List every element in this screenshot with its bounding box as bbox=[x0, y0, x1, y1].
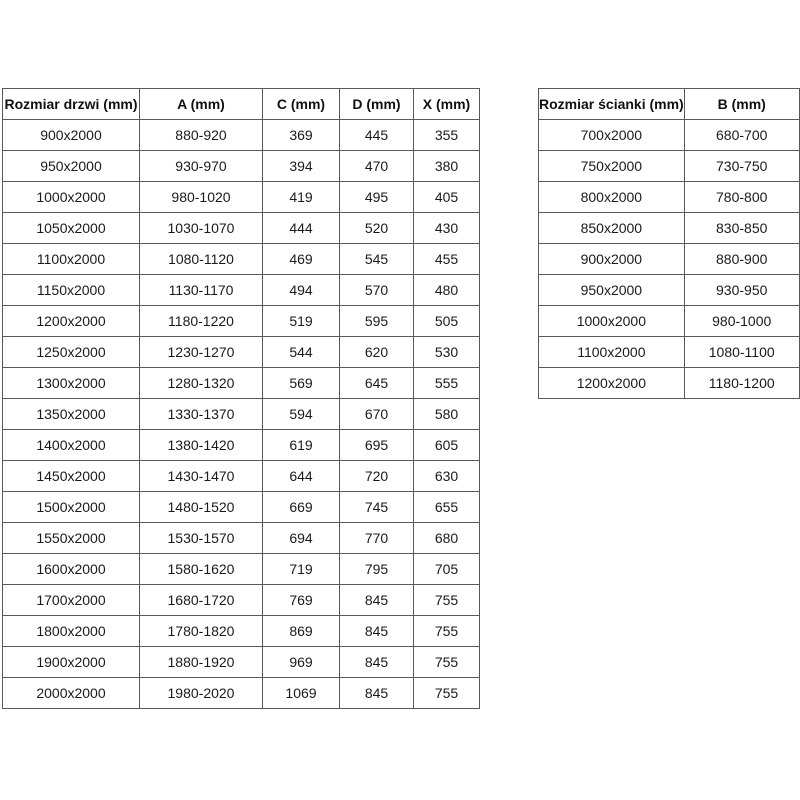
table-cell: 845 bbox=[340, 585, 414, 616]
table-row bbox=[539, 337, 800, 368]
table-cell: 1100x2000 bbox=[539, 337, 685, 368]
table-row bbox=[3, 213, 480, 244]
table-row bbox=[3, 182, 480, 213]
table-row bbox=[3, 430, 480, 461]
column-header-a: A (mm) bbox=[140, 89, 263, 120]
table-cell: 1350x2000 bbox=[3, 399, 140, 430]
table-row bbox=[539, 244, 800, 275]
table-cell: 745 bbox=[340, 492, 414, 523]
table-cell: 1980-2020 bbox=[140, 678, 263, 709]
table-cell: 480 bbox=[414, 275, 480, 306]
table-cell: 470 bbox=[340, 151, 414, 182]
table-cell: 1080-1100 bbox=[684, 337, 799, 368]
table-cell: 1380-1420 bbox=[140, 430, 263, 461]
table-cell: 544 bbox=[263, 337, 340, 368]
table-cell: 1180-1220 bbox=[140, 306, 263, 337]
table-cell: 619 bbox=[263, 430, 340, 461]
table-row bbox=[3, 399, 480, 430]
table-cell: 1180-1200 bbox=[684, 368, 799, 399]
table-cell: 869 bbox=[263, 616, 340, 647]
table-cell: 1200x2000 bbox=[539, 368, 685, 399]
table-row bbox=[3, 151, 480, 182]
table-cell: 1000x2000 bbox=[539, 306, 685, 337]
table-cell: 755 bbox=[414, 616, 480, 647]
table-row bbox=[3, 244, 480, 275]
table-cell: 770 bbox=[340, 523, 414, 554]
table-row bbox=[3, 616, 480, 647]
table-cell: 950x2000 bbox=[3, 151, 140, 182]
table-cell: 930-970 bbox=[140, 151, 263, 182]
table-cell: 1680-1720 bbox=[140, 585, 263, 616]
table-cell: 545 bbox=[340, 244, 414, 275]
table-cell: 705 bbox=[414, 554, 480, 585]
table-cell: 755 bbox=[414, 647, 480, 678]
table-cell: 695 bbox=[340, 430, 414, 461]
table-cell: 505 bbox=[414, 306, 480, 337]
column-header-d: D (mm) bbox=[340, 89, 414, 120]
table-cell: 1400x2000 bbox=[3, 430, 140, 461]
table-cell: 594 bbox=[263, 399, 340, 430]
table-row bbox=[539, 275, 800, 306]
table-cell: 1600x2000 bbox=[3, 554, 140, 585]
table-cell: 1530-1570 bbox=[140, 523, 263, 554]
table-cell: 1780-1820 bbox=[140, 616, 263, 647]
table-row bbox=[3, 337, 480, 368]
table-cell: 1280-1320 bbox=[140, 368, 263, 399]
table-cell: 1300x2000 bbox=[3, 368, 140, 399]
table-cell: 900x2000 bbox=[3, 120, 140, 151]
table-row bbox=[539, 306, 800, 337]
table-cell: 605 bbox=[414, 430, 480, 461]
table-cell: 969 bbox=[263, 647, 340, 678]
table-cell: 680-700 bbox=[684, 120, 799, 151]
table-cell: 1250x2000 bbox=[3, 337, 140, 368]
table-cell: 595 bbox=[340, 306, 414, 337]
table-row bbox=[3, 306, 480, 337]
table-cell: 405 bbox=[414, 182, 480, 213]
table-row bbox=[3, 120, 480, 151]
table-row bbox=[3, 678, 480, 709]
table-cell: 1500x2000 bbox=[3, 492, 140, 523]
table-cell: 980-1000 bbox=[684, 306, 799, 337]
table-cell: 1030-1070 bbox=[140, 213, 263, 244]
table-cell: 769 bbox=[263, 585, 340, 616]
table-row bbox=[539, 213, 800, 244]
table-cell: 1050x2000 bbox=[3, 213, 140, 244]
table-cell: 519 bbox=[263, 306, 340, 337]
table-row bbox=[3, 461, 480, 492]
table-cell: 419 bbox=[263, 182, 340, 213]
table-cell: 445 bbox=[340, 120, 414, 151]
table-cell: 644 bbox=[263, 461, 340, 492]
table-cell: 1069 bbox=[263, 678, 340, 709]
table-cell: 1550x2000 bbox=[3, 523, 140, 554]
door-size-table bbox=[2, 88, 480, 709]
table-cell: 795 bbox=[340, 554, 414, 585]
table-cell: 380 bbox=[414, 151, 480, 182]
table-row bbox=[3, 368, 480, 399]
table-cell: 1480-1520 bbox=[140, 492, 263, 523]
table-row bbox=[3, 647, 480, 678]
table-cell: 620 bbox=[340, 337, 414, 368]
table-cell: 645 bbox=[340, 368, 414, 399]
table-cell: 950x2000 bbox=[539, 275, 685, 306]
table-cell: 469 bbox=[263, 244, 340, 275]
table-cell: 430 bbox=[414, 213, 480, 244]
table-cell: 700x2000 bbox=[539, 120, 685, 151]
table-cell: 730-750 bbox=[684, 151, 799, 182]
table-cell: 455 bbox=[414, 244, 480, 275]
table-cell: 1080-1120 bbox=[140, 244, 263, 275]
table-cell: 1580-1620 bbox=[140, 554, 263, 585]
table-cell: 845 bbox=[340, 678, 414, 709]
table-cell: 880-900 bbox=[684, 244, 799, 275]
table-cell: 1430-1470 bbox=[140, 461, 263, 492]
table-row bbox=[3, 585, 480, 616]
table-cell: 1880-1920 bbox=[140, 647, 263, 678]
table-cell: 569 bbox=[263, 368, 340, 399]
column-header-c: C (mm) bbox=[263, 89, 340, 120]
table-cell: 900x2000 bbox=[539, 244, 685, 275]
table-cell: 850x2000 bbox=[539, 213, 685, 244]
table-row bbox=[539, 151, 800, 182]
table-cell: 830-850 bbox=[684, 213, 799, 244]
table-cell: 570 bbox=[340, 275, 414, 306]
table-row bbox=[539, 368, 800, 399]
table-cell: 750x2000 bbox=[539, 151, 685, 182]
table-cell: 1200x2000 bbox=[3, 306, 140, 337]
table-cell: 630 bbox=[414, 461, 480, 492]
table-row bbox=[3, 523, 480, 554]
table-cell: 494 bbox=[263, 275, 340, 306]
table-cell: 1900x2000 bbox=[3, 647, 140, 678]
table-cell: 845 bbox=[340, 647, 414, 678]
table-cell: 1000x2000 bbox=[3, 182, 140, 213]
table-cell: 1700x2000 bbox=[3, 585, 140, 616]
table-cell: 669 bbox=[263, 492, 340, 523]
table-cell: 1330-1370 bbox=[140, 399, 263, 430]
table-cell: 755 bbox=[414, 585, 480, 616]
table-cell: 655 bbox=[414, 492, 480, 523]
table-cell: 394 bbox=[263, 151, 340, 182]
table-cell: 680 bbox=[414, 523, 480, 554]
wall-table-header-row bbox=[539, 89, 800, 120]
table-row bbox=[539, 120, 800, 151]
table-cell: 1150x2000 bbox=[3, 275, 140, 306]
table-cell: 880-920 bbox=[140, 120, 263, 151]
table-cell: 1230-1270 bbox=[140, 337, 263, 368]
table-cell: 1800x2000 bbox=[3, 616, 140, 647]
table-cell: 520 bbox=[340, 213, 414, 244]
table-cell: 1450x2000 bbox=[3, 461, 140, 492]
table-cell: 1100x2000 bbox=[3, 244, 140, 275]
column-header-rozmiar-scianki: Rozmiar ścianki (mm) bbox=[539, 89, 685, 120]
column-header-x: X (mm) bbox=[414, 89, 480, 120]
table-cell: 780-800 bbox=[684, 182, 799, 213]
table-cell: 495 bbox=[340, 182, 414, 213]
table-cell: 1130-1170 bbox=[140, 275, 263, 306]
table-cell: 530 bbox=[414, 337, 480, 368]
table-row bbox=[539, 182, 800, 213]
table-cell: 444 bbox=[263, 213, 340, 244]
column-header-b: B (mm) bbox=[684, 89, 799, 120]
table-row bbox=[3, 275, 480, 306]
table-row bbox=[3, 554, 480, 585]
table-cell: 555 bbox=[414, 368, 480, 399]
table-row bbox=[3, 492, 480, 523]
table-cell: 580 bbox=[414, 399, 480, 430]
table-cell: 369 bbox=[263, 120, 340, 151]
table-cell: 2000x2000 bbox=[3, 678, 140, 709]
table-cell: 670 bbox=[340, 399, 414, 430]
table-cell: 930-950 bbox=[684, 275, 799, 306]
column-header-rozmiar-drzwi: Rozmiar drzwi (mm) bbox=[3, 89, 140, 120]
table-cell: 720 bbox=[340, 461, 414, 492]
table-cell: 694 bbox=[263, 523, 340, 554]
door-table-header-row bbox=[3, 89, 480, 120]
table-cell: 980-1020 bbox=[140, 182, 263, 213]
table-cell: 755 bbox=[414, 678, 480, 709]
table-cell: 845 bbox=[340, 616, 414, 647]
wall-size-table bbox=[538, 88, 800, 399]
table-cell: 355 bbox=[414, 120, 480, 151]
table-cell: 719 bbox=[263, 554, 340, 585]
table-cell: 800x2000 bbox=[539, 182, 685, 213]
